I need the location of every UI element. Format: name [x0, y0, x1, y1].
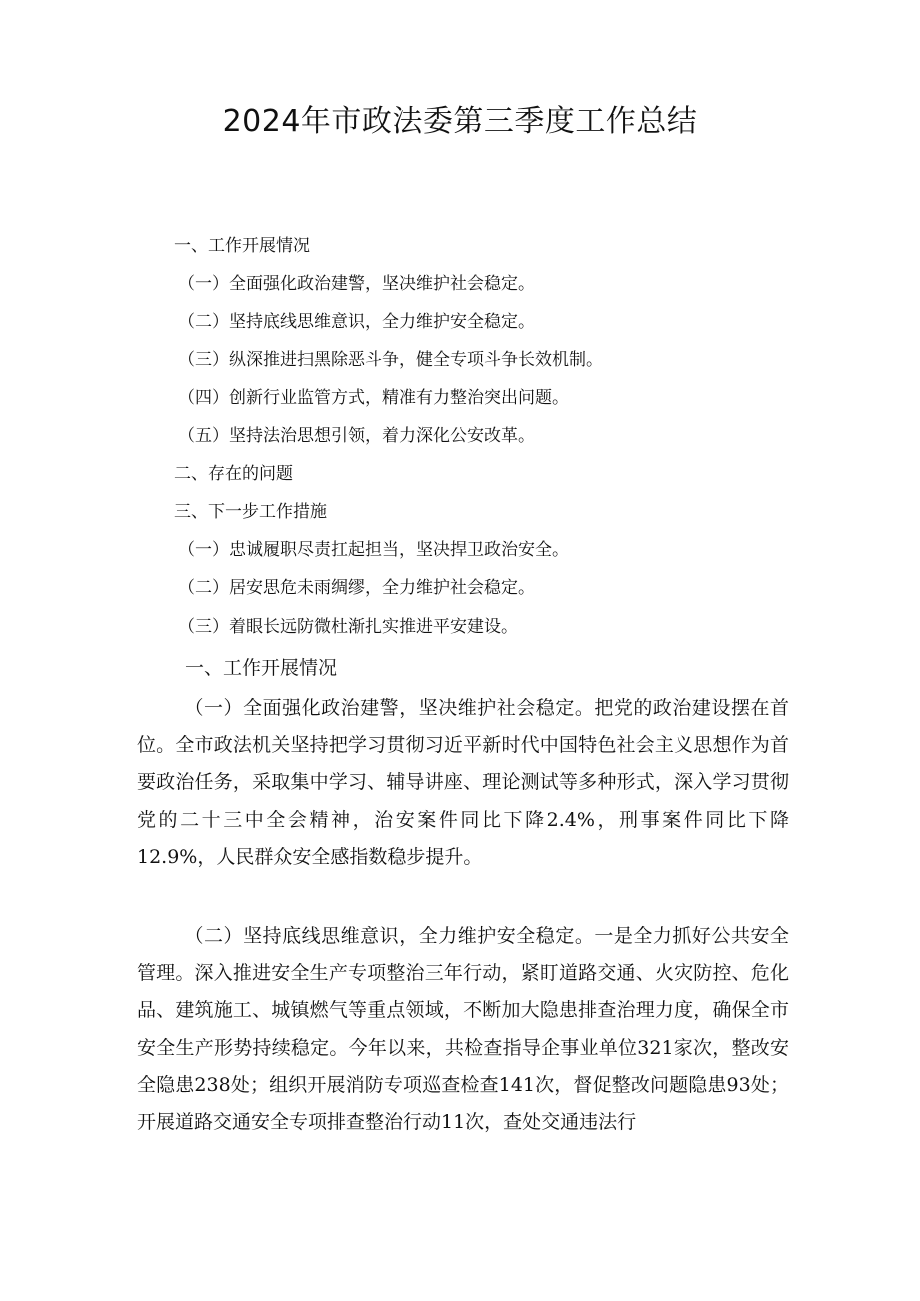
document-title: 2024年市政法委第三季度工作总结 [222, 104, 698, 139]
paragraph-text: （二）坚持底线思维意识，全力维护安全稳定。一是全力抓好公共安全管理。深入推进安全生产专项整治三年行动，紧盯道路交通、火灾防控、危化品、建筑施工、城镇燃气等重点领域，不断加大隐患排查治理力度，确保全市安全生产形势持续稳定。今年以来，共检查指导企事业单位321家次，整改安全隐患238处；组织开展消防专项巡查检查141次，督促整改问题隐患93处；开展道路交通安全专项排查整治行动11次，查处交通违法行 [137, 925, 789, 1134]
outline-item: （一）忠诚履职尽责扛起担当，坚决捍卫政治安全。 [178, 540, 569, 560]
outline-item: （三）着眼长远防微杜渐扎实推进平安建设。 [178, 617, 518, 637]
outline-item: （五）坚持法治思想引领，着力深化公安改革。 [178, 426, 535, 446]
outline-item: 三、下一步工作措施 [174, 502, 327, 522]
outline-item: （一）全面强化政治建警，坚决维护社会稳定。 [178, 274, 535, 294]
outline-item: （二）居安思危未雨绸缪，全力维护社会稳定。 [178, 578, 535, 598]
outline-item: （三）纵深推进扫黑除恶斗争，健全专项斗争长效机制。 [178, 350, 603, 370]
paragraph-text: （一）全面强化政治建警，坚决维护社会稳定。把党的政治建设摆在首位。全市政法机关坚持把学习贯彻习近平新时代中国特色社会主义思想作为首要政治任务，采取集中学习、辅导讲座、理论测试等多种形式，深入学习贯彻党的二十三中全会精神，治安案件同比下降2.4%，刑事案件同比下降12.9%，人民群众安全感指数稳步提升。 [137, 697, 789, 868]
body-paragraph [137, 690, 789, 876]
body-paragraph [137, 918, 789, 1141]
outline-item: （四）创新行业监管方式，精准有力整治突出问题。 [178, 388, 569, 408]
outline-item: （二）坚持底线思维意识，全力维护安全稳定。 [178, 312, 535, 332]
section-heading: 一、工作开展情况 [185, 657, 338, 679]
outline-item: 二、存在的问题 [174, 464, 293, 484]
outline-item: 一、工作开展情况 [174, 236, 310, 256]
